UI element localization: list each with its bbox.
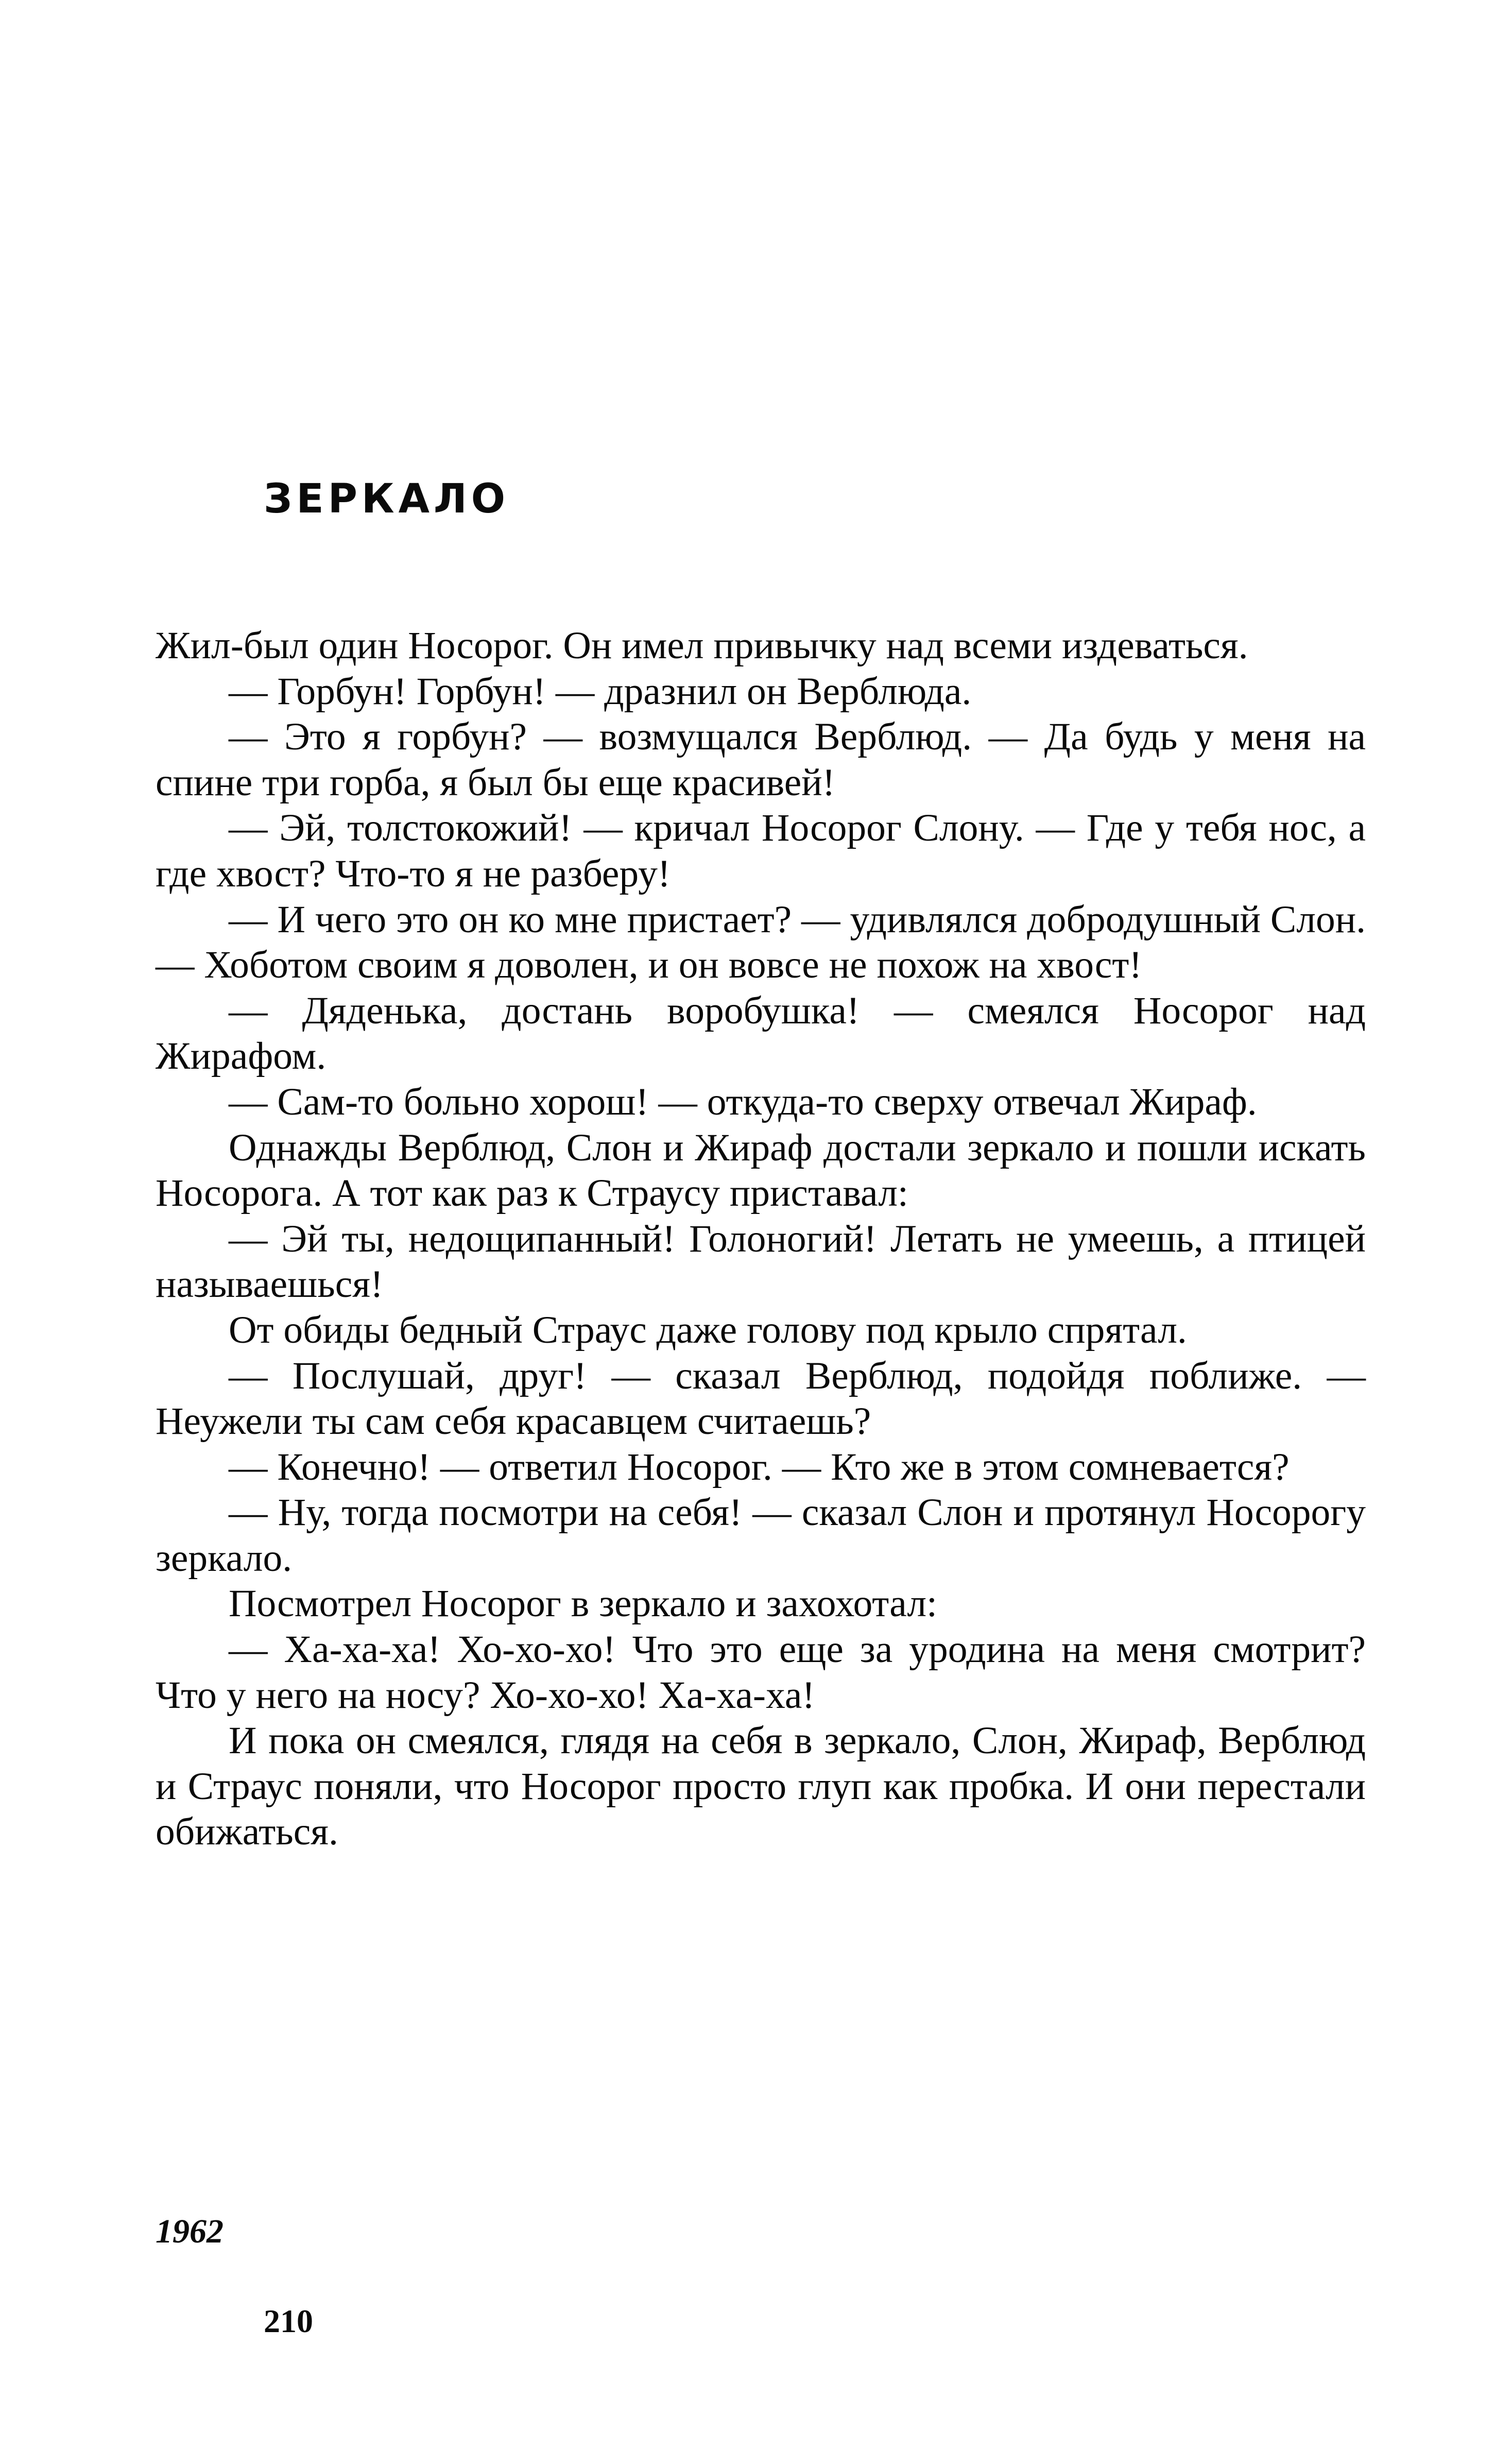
paragraph: И пока он смеялся, глядя на себя в зеркало, Слон, Жираф, Верблюд и Страус поняли, что Носорог просто глуп как пробка. И они перестали обижаться. (156, 1719, 1366, 1854)
paragraph: — И чего это он ко мне пристает? — удивлялся добродушный Слон. — Хоботом своим я доволен, и он вовсе не похож на хвост! (156, 898, 1366, 987)
paragraph: — Эй, толстокожий! — кричал Носорог Слону. — Где у тебя нос, а где хвост? Что-то я не разберу! (156, 807, 1366, 895)
year-of-writing: 1962 (156, 2213, 224, 2250)
story-text (156, 623, 1366, 1855)
paragraph: — Горбун! Горбун! — дразнил он Верблюда. (229, 670, 972, 713)
paragraph: — Это я горбун? — возмущался Верблюд. — Да будь у меня на спине три горба, я был бы еще красивей! (156, 715, 1366, 804)
paragraph: От обиды бедный Страус даже голову под крыло спрятал. (229, 1308, 1187, 1351)
paragraph: — Конечно! — ответил Носорог. — Кто же в этом сомневается? (229, 1445, 1290, 1488)
paragraph: — Ха-ха-ха! Хо-хо-хо! Что это еще за уродина на меня смотрит? Что у него на носу? Хо-хо-хо! Ха-ха-ха! (156, 1628, 1366, 1717)
paragraph: Посмотрел Носорог в зеркало и захохотал: (229, 1582, 938, 1625)
page-number: 210 (264, 2303, 313, 2339)
paragraph: — Дяденька, достань воробушка! — смеялся Носорог над Жирафом. (156, 989, 1366, 1078)
paragraph: — Послушай, друг! — сказал Верблюд, подойдя поближе. — Неужели ты сам себя красавцем считаешь? (156, 1354, 1366, 1443)
paragraph: — Эй ты, недощипанный! Голоногий! Летать не умеешь, а птицей называешься! (156, 1217, 1366, 1306)
paragraph: Жил-был один Носорог. Он имел привычку над всеми издеваться. (156, 624, 1248, 667)
story-title: ЗЕРКАЛО (264, 476, 510, 522)
paragraph: Однажды Верблюд, Слон и Жираф достали зеркало и пошли искать Носорога. А тот как раз к Страусу приставал: (156, 1126, 1366, 1215)
paragraph: — Сам-то больно хорош! — откуда-то сверху отвечал Жираф. (229, 1080, 1257, 1123)
paragraph: — Ну, тогда посмотри на себя! — сказал Слон и протянул Носорогу зеркало. (156, 1491, 1366, 1580)
